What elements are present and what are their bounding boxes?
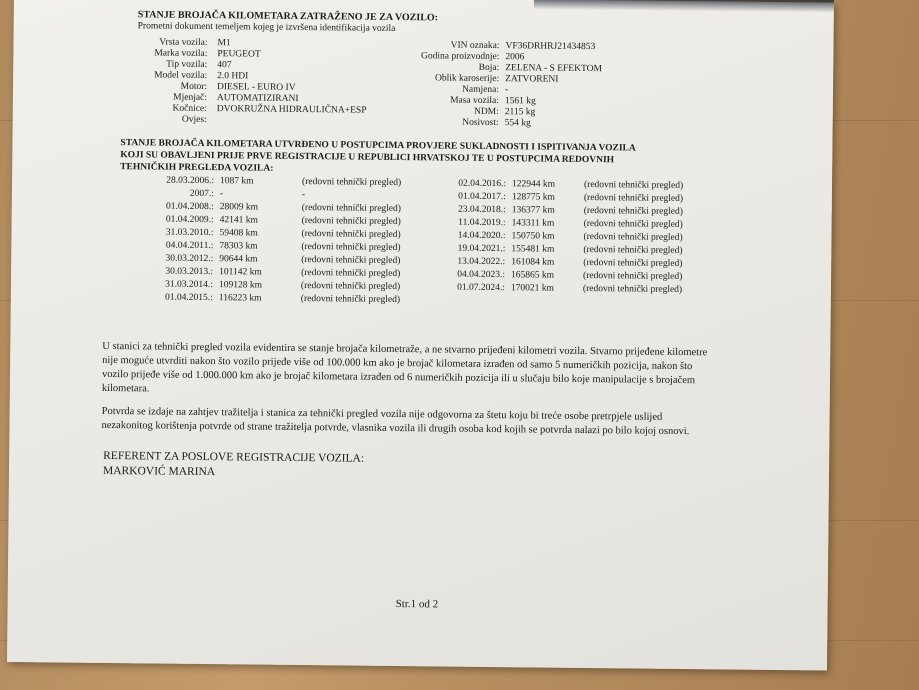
reading-type: (redovni tehnički pregled) xyxy=(301,177,402,189)
reading-date: 19.04.2021.: xyxy=(457,243,506,255)
reading-km: 59408 km xyxy=(219,228,258,239)
reading-date: 31.03.2010.: xyxy=(165,227,214,239)
field-value: 2.0 HDI xyxy=(217,71,249,82)
reading-type: - xyxy=(301,190,306,201)
reading-type: (redovni tehnički pregled) xyxy=(583,244,683,257)
field-label: Namjena: xyxy=(462,84,500,96)
reading-date: 23.04.2018.: xyxy=(457,204,506,216)
field-value: ZATVORENI xyxy=(505,74,559,85)
field-label: Godina proizvodnje: xyxy=(420,51,500,63)
field-value: VF36DRHRJ21434853 xyxy=(505,41,596,53)
reading-type: (redovni tehnički pregled) xyxy=(301,242,401,254)
reading-date: 14.04.2020.: xyxy=(457,230,506,242)
field-label: VIN oznaka: xyxy=(450,40,500,52)
reading-km: 42141 km xyxy=(219,215,258,226)
reading-date: 01.07.2024.: xyxy=(457,282,505,294)
field-value: - xyxy=(504,85,509,96)
section-title-line-2: KOJI SU OBAVLJENI PRIJE PRVE REGISTRACIJE U REPUBLICI HRVATSKOJ TE U POSTUPCIMA REDOVNIH xyxy=(120,150,615,166)
reading-date: 13.04.2022.: xyxy=(457,256,506,268)
reading-type: (redovni tehnički pregled) xyxy=(583,270,683,283)
field-label: Tip vozila: xyxy=(166,59,208,71)
field-value: 1561 kg xyxy=(504,96,536,107)
reading-type: (redovni tehnički pregled) xyxy=(301,216,401,228)
reading-km: 143311 km xyxy=(511,218,555,229)
reading-date: 30.03.2013.: xyxy=(165,266,214,278)
page-number: Str.1 od 2 xyxy=(395,598,439,611)
field-label: Oblik karoserije: xyxy=(434,73,500,85)
field-value: M1 xyxy=(217,38,231,49)
reading-date: 01.04.2008.: xyxy=(165,201,214,213)
reading-type: (redovni tehnički pregled) xyxy=(583,205,683,218)
field-label: Nosivost: xyxy=(462,117,499,129)
reading-date: 04.04.2011.: xyxy=(165,240,214,252)
reading-km: 101142 km xyxy=(219,267,262,278)
reading-km: 109128 km xyxy=(218,280,263,291)
section-title-line-1: STANJE BROJAČA KILOMETARA UTVRĐENO U POSTUPCIMA PROVJERE SUKLADNOSTI I ISPITIVANJA VOZILA xyxy=(120,138,636,154)
header-subtitle: Prometni dokument temeljem kojeg je izvršena identifikacija vozila xyxy=(137,21,396,34)
reading-type: (redovni tehnički pregled) xyxy=(301,203,402,215)
reading-date: 2007.: xyxy=(189,188,214,200)
reading-km: 1087 km xyxy=(219,176,254,187)
field-label: Ovjes: xyxy=(181,114,207,126)
reading-type: (redovni tehnički pregled) xyxy=(583,257,683,270)
reading-date: 31.03.2014.: xyxy=(165,279,214,291)
reading-type: (redovni tehnički pregled) xyxy=(301,255,401,267)
reading-km: 150750 km xyxy=(511,231,555,242)
reading-date: 02.04.2016.: xyxy=(458,178,507,190)
reading-km: 136377 km xyxy=(511,205,555,216)
reading-type: (redovni tehnički pregled) xyxy=(582,283,683,296)
field-value: DVOKRUŽNA HIDRAULIČNA+ESP xyxy=(216,104,367,116)
field-label: Vrsta vozila: xyxy=(159,37,208,49)
liability-paragraph: Potvrda se izdaje na zahtjev tražitelja i stanica za tehnički pregled vozila nije odgovorna za štetu koju bi treće osobe pretrpjele uslijed nezakonitog korištenja potvrde od strane tražitelja potvrde, vlasnika vozila ili drugih osoba kod kojih se potvrda nalazi po bilo kojoj osnovi. xyxy=(101,405,690,438)
field-label: Marka vozila: xyxy=(154,48,208,60)
reading-type: (redovni tehnički pregled) xyxy=(583,231,683,244)
field-value: 554 kg xyxy=(504,118,531,129)
reading-km: 155481 km xyxy=(511,244,555,255)
reading-km: 128775 km xyxy=(511,192,555,203)
field-value: ZELENA - S EFEKTOM xyxy=(505,63,602,75)
reading-km: 116223 km xyxy=(218,293,262,304)
signature-title: REFERENT ZA POSLOVE REGISTRACIJE VOZILA: xyxy=(103,449,365,465)
document-page xyxy=(7,0,834,671)
reading-type: (redovni tehnički pregled) xyxy=(300,294,401,306)
reading-type: (redovni tehnički pregled) xyxy=(301,268,401,280)
field-value: PEUGEOT xyxy=(217,49,261,60)
field-label: Mjenjač: xyxy=(173,92,207,104)
field-value: 407 xyxy=(217,60,232,71)
field-label: Model vozila: xyxy=(154,70,208,82)
reading-type: (redovni tehnički pregled) xyxy=(300,281,401,293)
field-label: Kočnice: xyxy=(172,103,207,115)
reading-type: (redovni tehnički pregled) xyxy=(583,179,684,192)
field-label: Masa vozila: xyxy=(450,95,499,107)
field-label: Boja: xyxy=(478,62,500,74)
reading-type: (redovni tehnički pregled) xyxy=(301,229,401,241)
section-title-line-3: TEHNIČKIH PREGLEDA VOZILA: xyxy=(120,162,274,174)
reading-type: (redovni tehnički pregled) xyxy=(583,218,683,231)
reading-date: 04.04.2023.: xyxy=(457,269,506,281)
reading-km: 78303 km xyxy=(219,241,258,252)
reading-km: 165865 km xyxy=(511,270,555,281)
field-value: DIESEL - EURO IV xyxy=(216,82,296,93)
field-value: 2006 xyxy=(505,52,525,63)
reading-date: 01.04.2015.: xyxy=(165,292,213,304)
field-value: 2115 kg xyxy=(504,107,536,118)
reading-km: 28009 km xyxy=(219,202,259,213)
reading-type: (redovni tehnički pregled) xyxy=(583,192,684,205)
reading-km: - xyxy=(219,189,224,200)
reading-km: 90644 km xyxy=(219,254,258,265)
reading-date: 30.03.2012.: xyxy=(165,253,214,265)
field-label: NDM: xyxy=(473,106,499,118)
header-title: STANJE BROJAČA KILOMETARA ZATRAŽENO JE ZA VOZILO: xyxy=(137,9,439,24)
scan-shadow xyxy=(534,0,834,13)
reading-date: 28.03.2006.: xyxy=(166,175,215,187)
reading-date: 01.04.2017.: xyxy=(458,191,506,203)
disclaimer-paragraph: U stanici za tehnički pregled vozila evidentira se stanje brojača kilometraže, a ne stvarno prijeđeni kilometri vozila. Stvarno prijeđene kilometre nije moguće utvrditi nakon što vozilo prijeđe više od 100.000 km ako je brojač kilometara izrađen od samo 5 numeričkih pozicija, nakon što vozilo prijeđe više od 1.000.000 km ako je brojač kilometara izrađen od 6 numeričkih pozicija ili u slučaju bilo koje manipulacije s brojačem kilometara. xyxy=(101,340,708,395)
reading-date: 11.04.2019.: xyxy=(458,217,506,229)
field-value: AUTOMATIZIRANI xyxy=(216,93,299,104)
field-label: Motor: xyxy=(180,81,208,93)
reading-km: 122944 km xyxy=(511,179,556,190)
reading-date: 01.04.2009.: xyxy=(165,214,214,226)
signature-name: MARKOVIĆ MARINA xyxy=(102,464,216,479)
reading-km: 161084 km xyxy=(511,257,555,268)
reading-km: 170021 km xyxy=(510,283,555,294)
